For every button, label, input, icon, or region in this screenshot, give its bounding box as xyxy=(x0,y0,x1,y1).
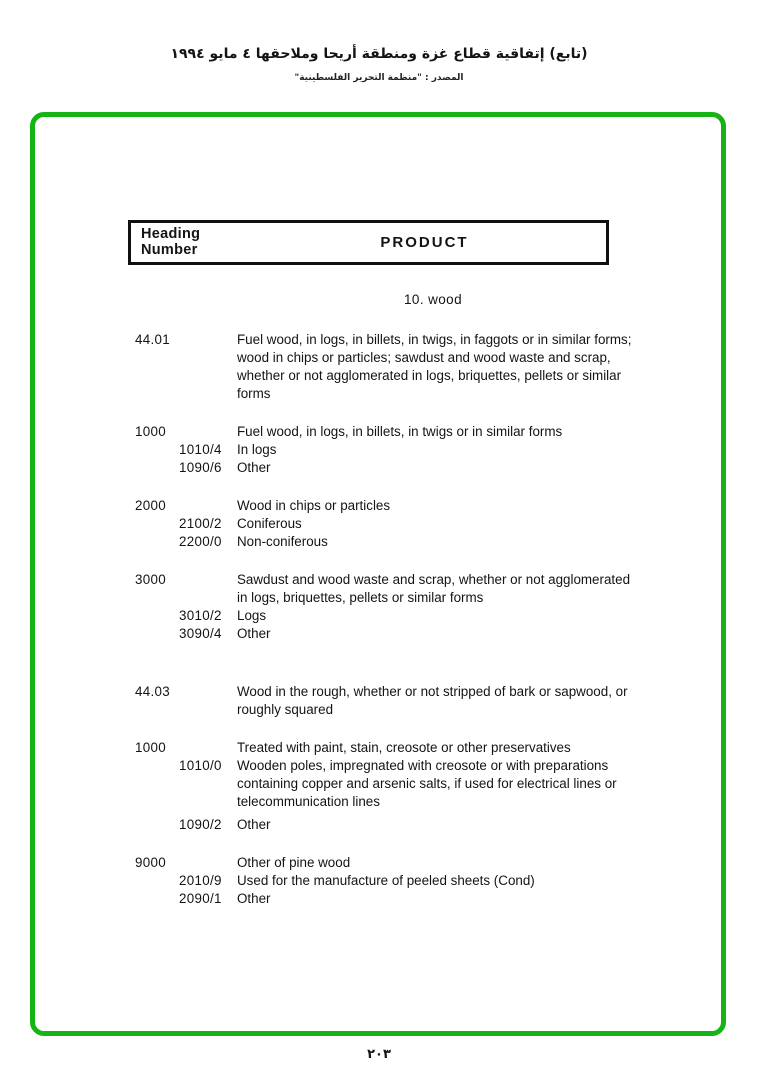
row-heading-number: 44.01 xyxy=(135,332,171,347)
table-row xyxy=(35,331,721,403)
row-heading-number: 2090/1 xyxy=(179,891,222,906)
row-heading-number: 1000 xyxy=(135,740,166,755)
table-row xyxy=(35,890,721,908)
arabic-source-line: المصدر : "منظمة التحرير الفلسطينية" xyxy=(294,73,464,83)
row-product-text: Sawdust and wood waste and scrap, whether or not agglomerated in logs, briquettes, pellets or similar forms xyxy=(237,572,631,605)
table-row xyxy=(35,872,721,890)
row-product-text: Other of pine wood xyxy=(237,855,351,870)
table-header xyxy=(128,220,609,265)
table-row xyxy=(35,757,721,811)
row-heading-number: 2100/2 xyxy=(179,516,222,531)
row-product-text: Wooden poles, impregnated with creosote or with preparations containing copper and arsenic salts, if used for electrical lines or telecommunication lines xyxy=(237,758,617,809)
table-row xyxy=(35,571,721,607)
product-rows xyxy=(35,331,721,908)
heading-label-line2: Number xyxy=(141,242,198,258)
table-row xyxy=(35,816,721,834)
row-product-text: Treated with paint, stain, creosote or other preservatives xyxy=(237,740,571,755)
table-row xyxy=(35,515,721,533)
row-heading-number: 3000 xyxy=(135,572,166,587)
page-border-frame xyxy=(30,112,726,1036)
table-row xyxy=(35,533,721,551)
row-heading-number: 1010/4 xyxy=(179,442,222,457)
row-heading-number: 1090/2 xyxy=(179,817,222,832)
row-heading-number: 44.03 xyxy=(135,684,171,699)
table-row xyxy=(35,854,721,872)
row-heading-number: 2010/9 xyxy=(179,873,222,888)
row-heading-number: 3010/2 xyxy=(179,608,222,623)
product-column-header: PRODUCT xyxy=(380,233,469,251)
table-row xyxy=(35,441,721,459)
row-product-text: Non-coniferous xyxy=(237,534,328,549)
table-row xyxy=(35,607,721,625)
table-row xyxy=(35,423,721,441)
table-row xyxy=(35,683,721,719)
row-product-text: Coniferous xyxy=(237,516,302,531)
row-heading-number: 9000 xyxy=(135,855,166,870)
row-product-text: Wood in the rough, whether or not stripped of bark or sapwood, or roughly squared xyxy=(237,684,628,717)
page-content xyxy=(35,117,721,1031)
table-row xyxy=(35,625,721,643)
row-product-text: Other xyxy=(237,817,271,832)
section-title: 10. wood xyxy=(404,292,462,307)
table-row xyxy=(35,739,721,757)
row-product-text: In logs xyxy=(237,442,277,457)
page-number: ٢٠٣ xyxy=(367,1047,391,1062)
row-product-text: Other xyxy=(237,460,271,475)
arabic-title: (تابع) إتفاقية قطاع غزة ومنطقة أريحا وملاحقها ٤ مايو ١٩٩٤ xyxy=(170,46,588,62)
row-product-text: Other xyxy=(237,626,271,641)
document-header xyxy=(0,46,758,83)
row-heading-number: 1090/6 xyxy=(179,460,222,475)
table-row xyxy=(35,459,721,477)
row-heading-number: 1000 xyxy=(135,424,166,439)
heading-number-column-header xyxy=(141,226,253,258)
table-row xyxy=(35,497,721,515)
row-product-text: Used for the manufacture of peeled sheets (Cond) xyxy=(237,873,535,888)
row-heading-number: 2000 xyxy=(135,498,166,513)
row-product-text: Other xyxy=(237,891,271,906)
row-heading-number: 3090/4 xyxy=(179,626,222,641)
heading-label-line1: Heading xyxy=(141,226,201,242)
row-heading-number: 1010/0 xyxy=(179,758,222,773)
row-heading-number: 2200/0 xyxy=(179,534,222,549)
row-product-text: Fuel wood, in logs, in billets, in twigs or in similar forms xyxy=(237,424,563,439)
row-product-text: Logs xyxy=(237,608,267,623)
row-product-text: Fuel wood, in logs, in billets, in twigs, in faggots or in similar forms; wood in chips or particles; sawdust and wood waste and scrap, whether or not agglomerated in logs, briquettes, pellets or similar forms xyxy=(237,332,632,401)
row-product-text: Wood in chips or particles xyxy=(237,498,391,513)
